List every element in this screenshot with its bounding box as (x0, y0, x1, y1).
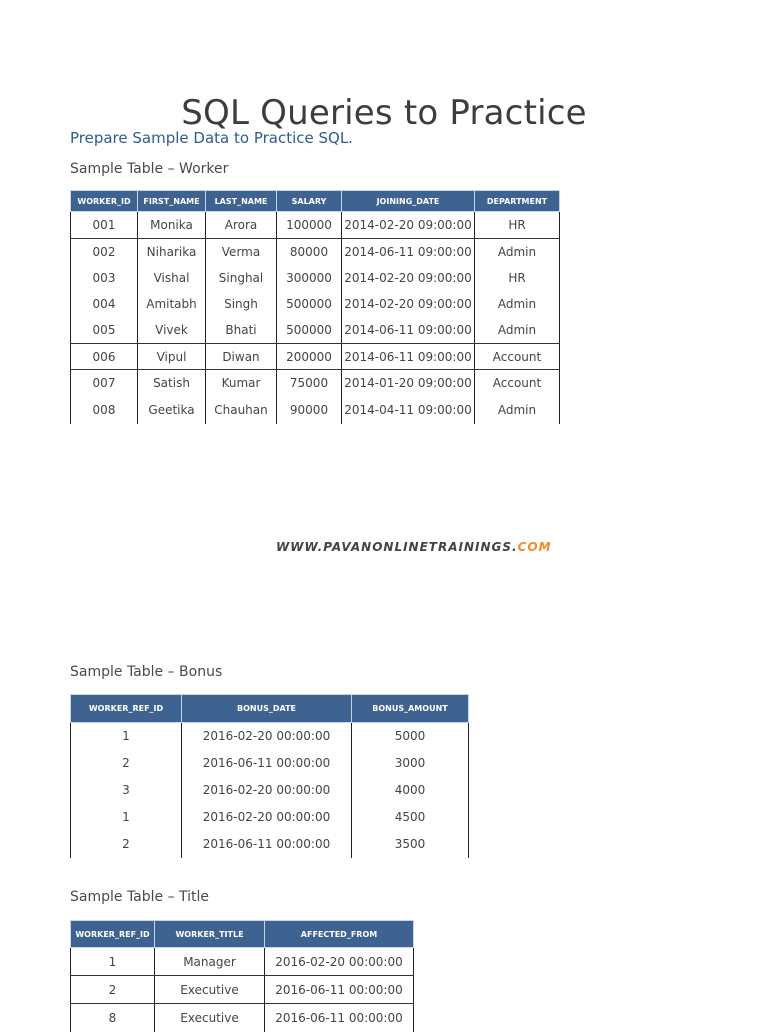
table-cell: 2016-06-11 00:00:00 (182, 831, 352, 858)
table-cell: 2014-02-20 09:00:00 (342, 212, 475, 239)
table-row (71, 948, 414, 976)
table-cell: Kumar (206, 370, 277, 397)
table-cell: 80000 (277, 239, 342, 265)
table-cell: Vishal (138, 265, 206, 291)
table-row (71, 291, 560, 317)
table-cell: 2014-01-20 09:00:00 (342, 370, 475, 397)
table-cell: 90000 (277, 397, 342, 424)
table-cell: 3000 (352, 750, 469, 777)
table-cell: 2016-02-20 00:00:00 (182, 777, 352, 804)
table-cell: 2 (71, 976, 155, 1004)
watermark-main: WWW.PAVANONLINETRAININGS. (276, 540, 518, 554)
table-cell: 2 (71, 750, 182, 777)
table-cell: 500000 (277, 317, 342, 344)
table-cell: 1 (71, 948, 155, 976)
table-cell: Admin (475, 397, 560, 424)
table-cell: Bhati (206, 317, 277, 344)
worker-col-header: FIRST_NAME (138, 191, 206, 212)
bonus-table (70, 694, 469, 858)
table-cell: Diwan (206, 344, 277, 370)
table-cell: Singh (206, 291, 277, 317)
worker-col-header: LAST_NAME (206, 191, 277, 212)
table-cell: 2014-04-11 09:00:00 (342, 397, 475, 424)
table-cell: 4000 (352, 777, 469, 804)
table-cell: Geetika (138, 397, 206, 424)
title-header-row (71, 921, 414, 948)
table-row (71, 750, 469, 777)
title-table-caption: Sample Table – Title (70, 889, 210, 905)
table-cell: Vipul (138, 344, 206, 370)
table-row (71, 397, 560, 424)
table-row (71, 344, 560, 370)
table-cell: Monika (138, 212, 206, 239)
table-cell: 1 (71, 723, 182, 750)
table-row (71, 831, 469, 858)
worker-table (70, 190, 560, 424)
table-cell: 2016-02-20 00:00:00 (182, 804, 352, 831)
worker-col-header: SALARY (277, 191, 342, 212)
table-cell: Verma (206, 239, 277, 265)
worker-header-row (71, 191, 560, 212)
table-cell: 100000 (277, 212, 342, 239)
worker-col-header: JOINING_DATE (342, 191, 475, 212)
table-cell: Executive (155, 1004, 265, 1032)
table-cell: Admin (475, 239, 560, 265)
bonus-header-row (71, 695, 469, 723)
table-cell: 007 (71, 370, 138, 397)
table-cell: 3500 (352, 831, 469, 858)
table-row (71, 804, 469, 831)
table-cell: Vivek (138, 317, 206, 344)
table-cell: Manager (155, 948, 265, 976)
title-col-header: AFFECTED_FROM (265, 921, 414, 948)
table-cell: 3 (71, 777, 182, 804)
table-cell: 2016-06-11 00:00:00 (265, 976, 414, 1004)
bonus-col-header: BONUS_DATE (182, 695, 352, 723)
watermark (276, 540, 552, 554)
table-cell: 001 (71, 212, 138, 239)
table-cell: 1 (71, 804, 182, 831)
table-row (71, 723, 469, 750)
table-cell: Satish (138, 370, 206, 397)
table-cell: Arora (206, 212, 277, 239)
table-cell: 2 (71, 831, 182, 858)
table-row (71, 976, 414, 1004)
table-cell: 003 (71, 265, 138, 291)
table-cell: 2014-02-20 09:00:00 (342, 291, 475, 317)
table-cell: 2014-06-11 09:00:00 (342, 239, 475, 265)
worker-col-header: WORKER_ID (71, 191, 138, 212)
table-cell: 4500 (352, 804, 469, 831)
table-row (71, 777, 469, 804)
table-cell: 004 (71, 291, 138, 317)
table-cell: 200000 (277, 344, 342, 370)
bonus-col-header: BONUS_AMOUNT (352, 695, 469, 723)
table-cell: 8 (71, 1004, 155, 1032)
subtitle: Prepare Sample Data to Practice SQL. (70, 129, 353, 147)
table-cell: 2014-06-11 09:00:00 (342, 344, 475, 370)
table-cell: 2014-06-11 09:00:00 (342, 317, 475, 344)
table-cell: Admin (475, 317, 560, 344)
table-row (71, 212, 560, 239)
table-cell: 75000 (277, 370, 342, 397)
worker-col-header: DEPARTMENT (475, 191, 560, 212)
table-row (71, 317, 560, 344)
worker-table-caption: Sample Table – Worker (70, 161, 229, 177)
table-cell: Executive (155, 976, 265, 1004)
table-cell: Chauhan (206, 397, 277, 424)
bonus-col-header: WORKER_REF_ID (71, 695, 182, 723)
table-cell: 005 (71, 317, 138, 344)
table-row (71, 1004, 414, 1032)
page-title: SQL Queries to Practice (181, 92, 587, 133)
table-cell: Amitabh (138, 291, 206, 317)
table-cell: 006 (71, 344, 138, 370)
title-col-header: WORKER_REF_ID (71, 921, 155, 948)
table-cell: 5000 (352, 723, 469, 750)
table-cell: 500000 (277, 291, 342, 317)
table-cell: HR (475, 265, 560, 291)
bonus-table-caption: Sample Table – Bonus (70, 664, 223, 680)
table-row (71, 239, 560, 265)
table-cell: Account (475, 370, 560, 397)
watermark-tld: COM (517, 540, 552, 554)
title-col-header: WORKER_TITLE (155, 921, 265, 948)
table-cell: 300000 (277, 265, 342, 291)
table-cell: Account (475, 344, 560, 370)
table-cell: 008 (71, 397, 138, 424)
table-cell: 2016-06-11 00:00:00 (182, 750, 352, 777)
table-cell: Niharika (138, 239, 206, 265)
table-cell: HR (475, 212, 560, 239)
table-cell: 002 (71, 239, 138, 265)
title-table (70, 920, 414, 1032)
table-cell: Admin (475, 291, 560, 317)
table-row (71, 265, 560, 291)
table-cell: 2016-06-11 00:00:00 (265, 1004, 414, 1032)
table-cell: 2016-02-20 00:00:00 (265, 948, 414, 976)
table-cell: 2016-02-20 00:00:00 (182, 723, 352, 750)
table-cell: 2014-02-20 09:00:00 (342, 265, 475, 291)
table-row (71, 370, 560, 397)
table-cell: Singhal (206, 265, 277, 291)
